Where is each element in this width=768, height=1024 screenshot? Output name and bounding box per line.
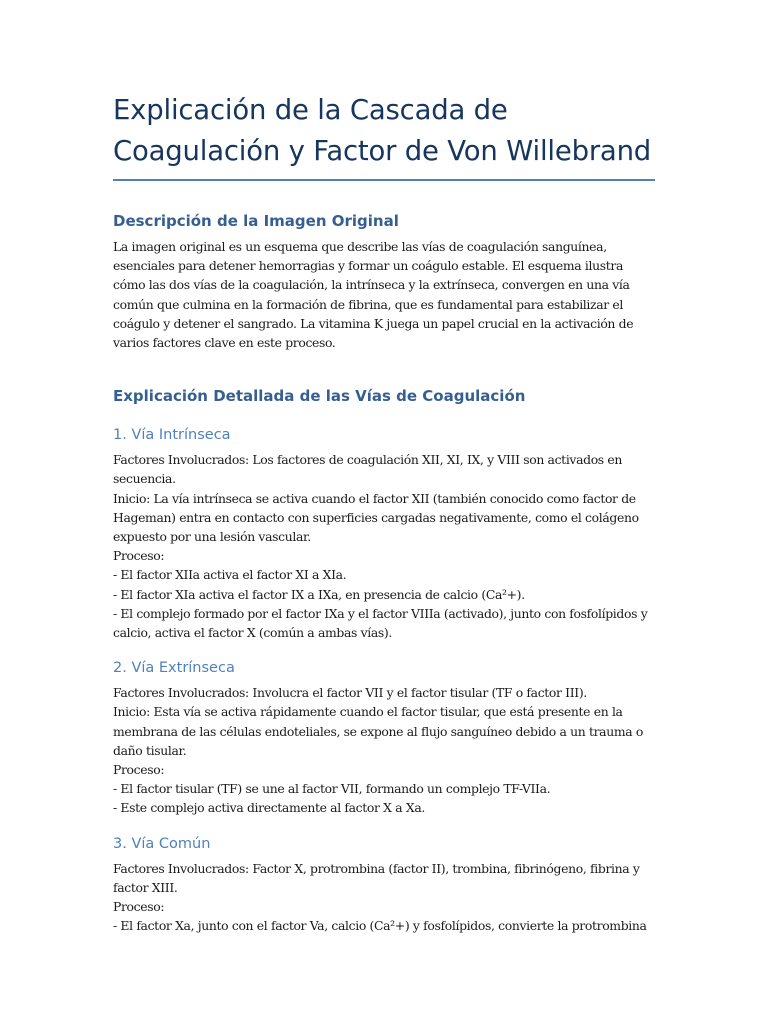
document-content [113,90,655,935]
intrinseca-proceso: Proceso: [113,548,165,564]
comun-factores: Factores Involucrados: Factor X, protrombina (factor II), trombina, fibrinógeno, fibrina y factor XIII. [113,860,640,895]
intrinseca-step: - El factor XIIa activa el factor XI a XIa. [113,567,347,583]
extrinseca-inicio: Inicio: Esta vía se activa rápidamente cuando el factor tisular, que está presente en la membrana de las células endoteliales, se expone al flujo sanguíneo debido a un trauma o daño tisular. [113,704,643,758]
intrinseca-step: - El factor XIa activa el factor IX a IXa, en presencia de calcio (Ca²+). [113,586,525,602]
title-underline [113,179,655,181]
extrinseca-proceso: Proceso: [113,762,165,778]
intrinseca-step: - El complejo formado por el factor IXa y el factor VIIIa (activado), junto con fosfolípidos y calcio, activa el factor X (común a ambas vías). [113,605,648,641]
intrinseca-factores: Factores Involucrados: Los factores de coagulación XII, XI, IX, y VIII son activados en secuencia. [113,452,623,487]
extrinseca-factores: Factores Involucrados: Involucra el factor VII y el factor tisular (TF o factor III). [113,685,587,701]
document-title: Explicación de la Cascada de Coagulación y Factor de Von Willebrand [113,94,652,167]
heading-via-comun: 3. Vía Común [113,835,211,852]
intrinseca-inicio: Inicio: La vía intrínseca se activa cuando el factor XII (también conocido como factor de Hageman) entra en contacto con superficies cargadas negativamente, como el colágeno expuesto por una lesión vascular. [113,490,639,545]
heading-via-extrinseca: 2. Vía Extrínseca [113,660,235,677]
paragraph-descripcion: La imagen original es un esquema que describe las vías de coagulación sanguínea, esenciales para detener hemorragias y formar un coágulo estable. El esquema ilustra cómo las dos vías de la coagulación, la intrínseca y la extrínseca, convergen en una vía común que culmina en la formación de fibrina, que es fundamental para estabilizar el coágulo y detener el sangrado. La vitamina K juega un papel crucial en la activación de varios factores clave en este proceso. [113,239,634,351]
heading-explicacion: Explicación Detallada de las Vías de Coagulación [113,387,526,406]
heading-descripcion: Descripción de la Imagen Original [113,212,399,230]
comun-proceso: Proceso: [113,899,165,915]
heading-via-intrinseca: 1. Vía Intrínseca [113,427,231,444]
comun-step: - El factor Xa, junto con el factor Va, calcio (Ca²+) y fosfolípidos, convierte la protrombina [113,918,647,934]
extrinseca-step: - El factor tisular (TF) se une al factor VII, formando un complejo TF-VIIa. [113,781,551,797]
extrinseca-step: - Este complejo activa directamente al factor X a Xa. [113,800,425,816]
